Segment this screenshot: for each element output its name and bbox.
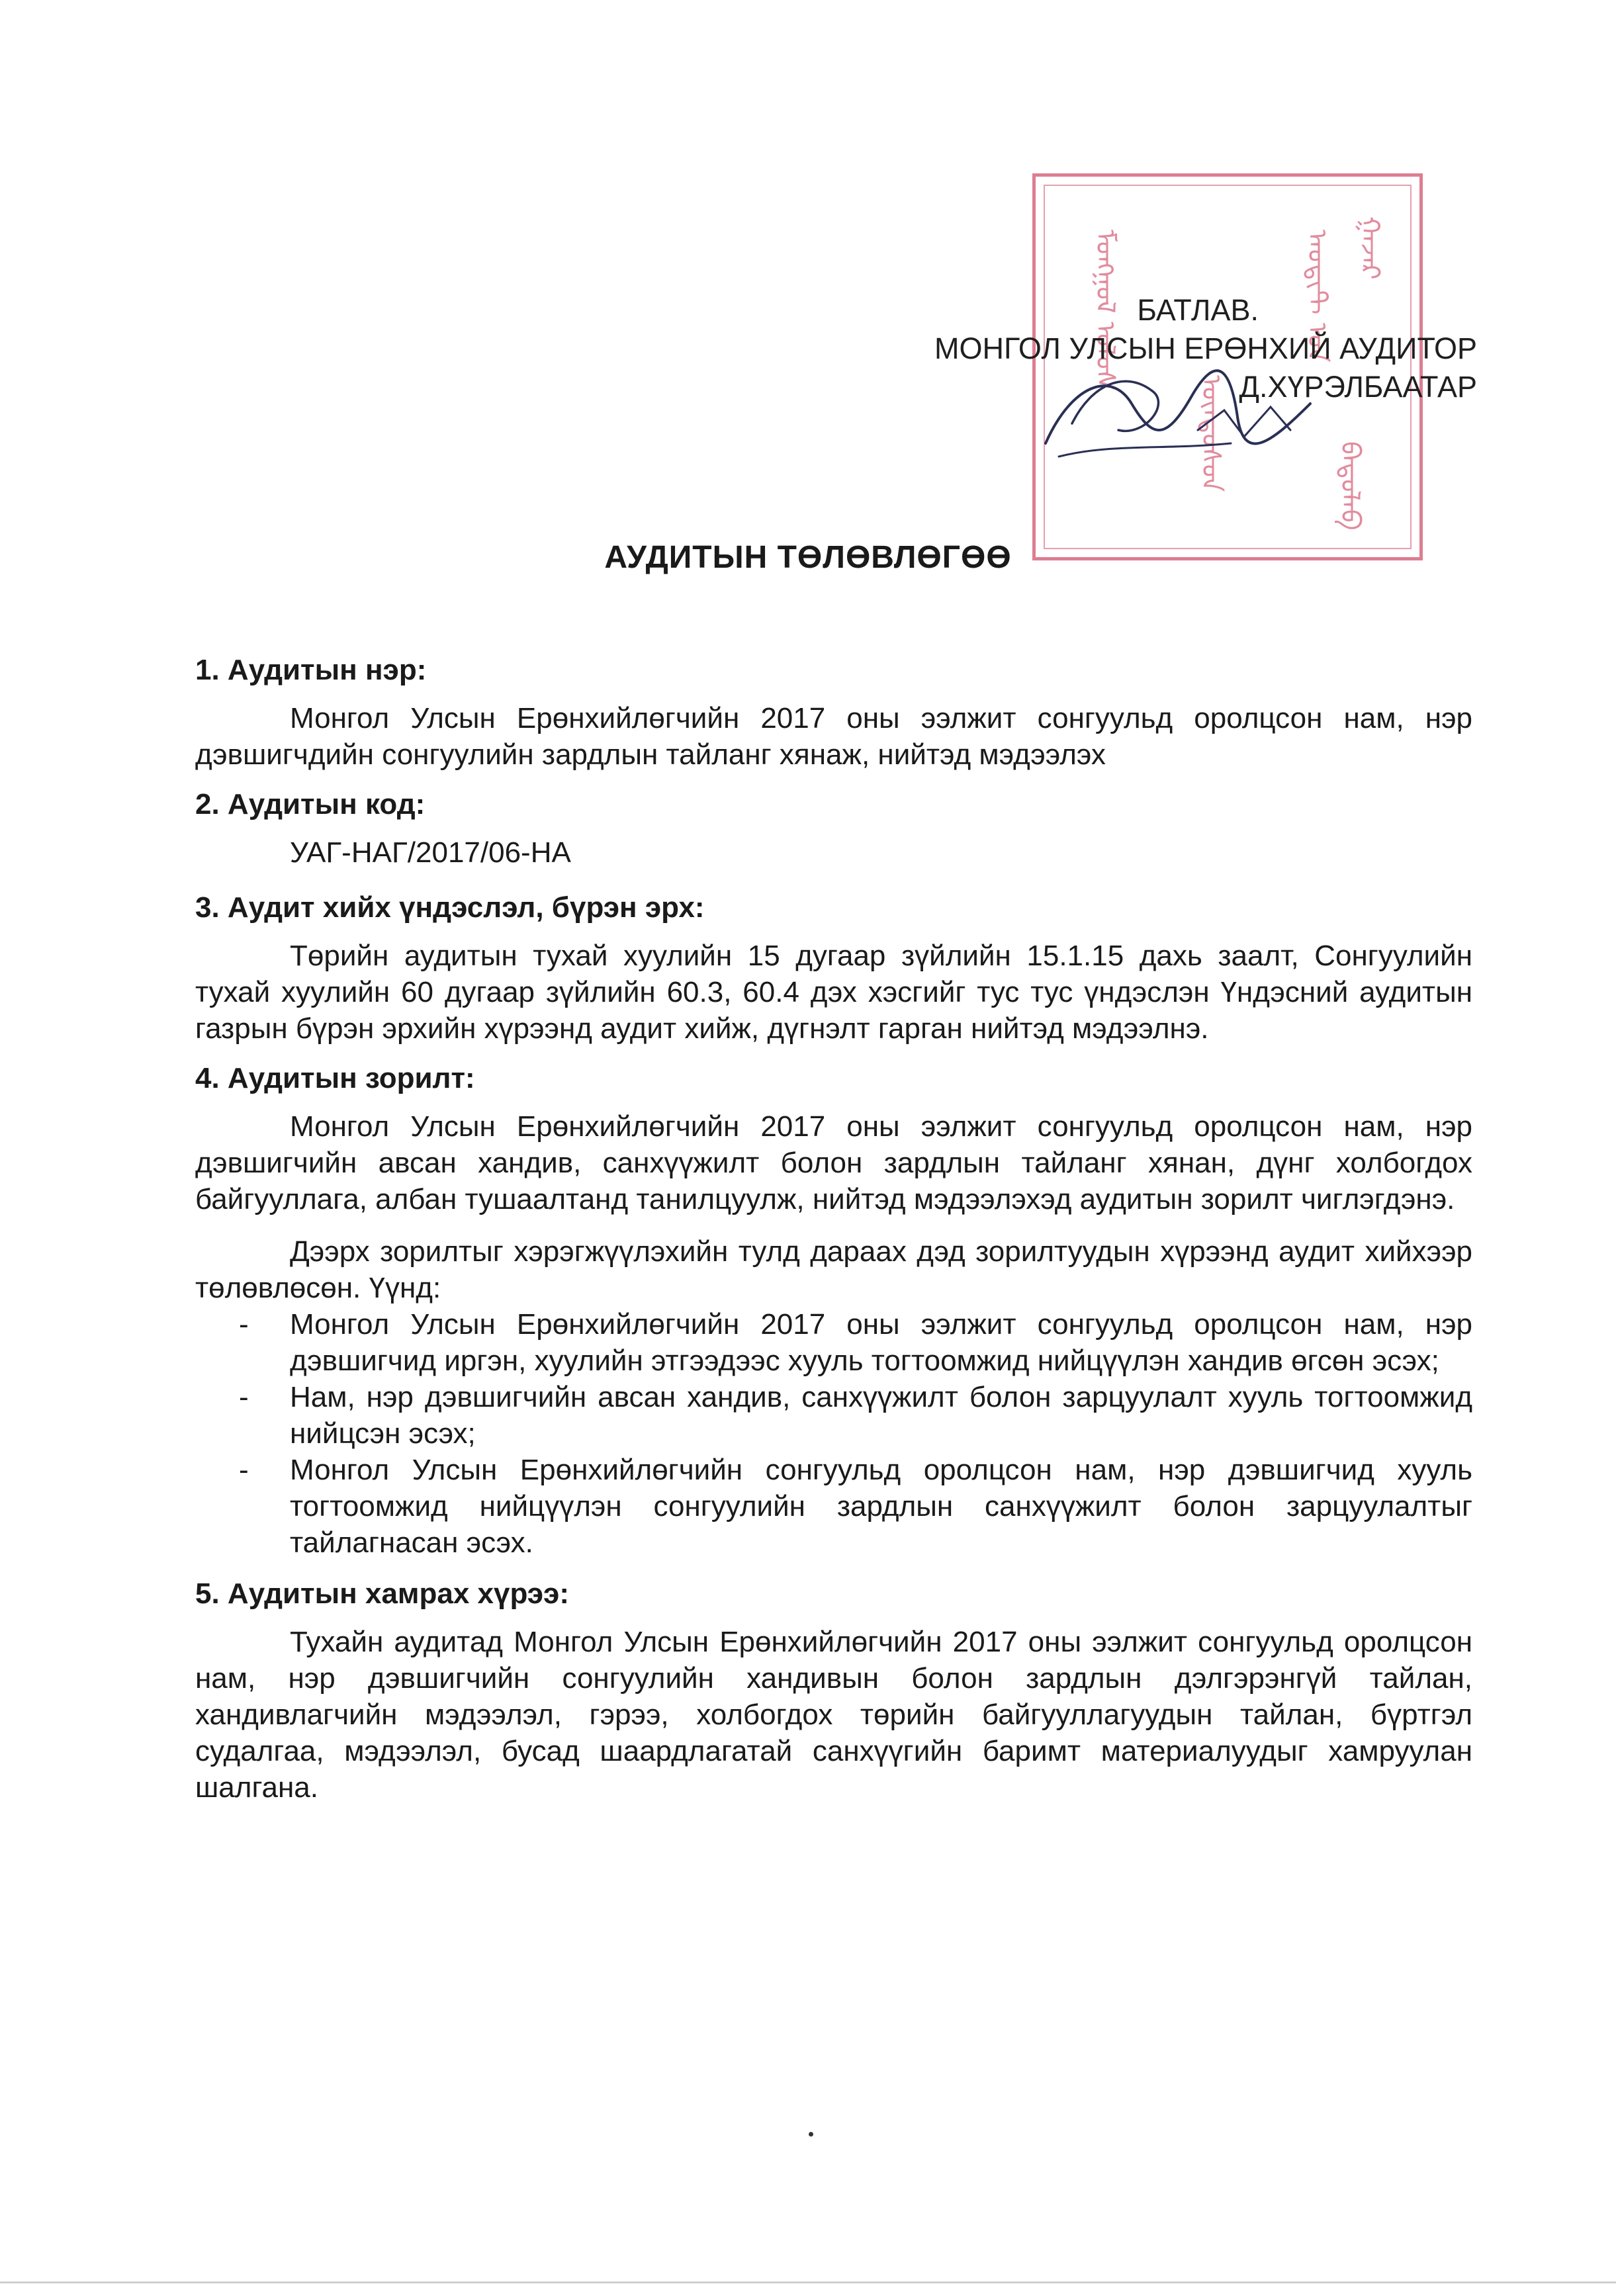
section-5-heading: 5. Аудитын хамрах хүрээ: [195, 1577, 569, 1610]
section-2-heading: 2. Аудитын код: [195, 788, 426, 820]
section-3-text: Төрийн аудитын тухай хуулийн 15 дугаар зүйлийн 15.1.15 дахь заалт, Сонгуулийн тухай хуулийн 60 дугаар зүйлийн 60.3, 60.4 дэх хэсгийг тус тус үндэслэн Үндэсний аудитын газрын бүрэн эрхийн хүрээнд аудит хийж, дүгнэлт гарган нийтэд мэдээлнэ. [195, 940, 1472, 1045]
scan-bottom-edge [0, 2281, 1616, 2283]
approval-word: БАТЛАВ. [1137, 293, 1259, 327]
section-4-text-1: Монгол Улсын Ерөнхийлөгчийн 2017 оны ээлжит сонгуульд оролцсон нам, нэр дэвшигчийн авсан хандив, санхүүжилт болон зардлын тайланг хянан, дүнг холбогдох байгууллага, албан тушаалтанд танилцуулж, нийтэд мэдээлэхэд аудитын зорилт чиглэгдэнэ. [195, 1110, 1472, 1215]
document-body [195, 652, 1472, 1819]
approval-position: МОНГОЛ УЛСЫН ЕРӨНХИЙ АУДИТОР [934, 331, 1477, 365]
stamp-mongol-script-right1: ᠠᠤᠳᠢᠲ ᠤᠨ [1302, 230, 1332, 363]
list-item-text: Нам, нэр дэвшигчийн авсан хандив, санхүүжилт болон зарцуулалт хууль тогтоомжид нийцсэн эсэх; [290, 1381, 1472, 1450]
section-5-text: Тухайн аудитад Монгол Улсын Ерөнхийлөгчийн 2017 оны ээлжит сонгуульд оролцсон нам, нэр дэвшигчийн сонгуулийн хандивын болон зардлын дэлгэрэнгүй тайлан, хандивлагчийн мэдээлэл, гэрээ, холбогдох төрийн байгууллагуудын тайлан, бүртгэл судалгаа, мэдээлэл, бусад шаардлагатай санхүүгийн баримт материалуудыг хамруулан шалгана. [195, 1626, 1472, 1804]
list-item [195, 1306, 1472, 1379]
document-title: АУДИТЫН ТӨЛӨВЛӨГӨӨ [604, 540, 1012, 575]
approval-name: Д.ХҮРЭЛБААТАР [1239, 370, 1477, 404]
list-item-text: Монгол Улсын Ерөнхийлөгчийн сонгуульд оролцсон нам, нэр дэвшигчид хууль тогтоомжид нийцүүлэн сонгуулийн зардлын санхүүжилт болон зарцуулалтыг тайлагнасан эсэх. [290, 1454, 1472, 1559]
bullet-dash: - [239, 1381, 249, 1413]
list-item [195, 1452, 1472, 1561]
list-item [195, 1379, 1472, 1452]
stamp-mongol-script-left: ᠮᠣᠩᠭᠣᠯ ᠤᠯᠤᠰ [1090, 230, 1120, 391]
stamp-mongol-script-right3: ᠪᠠᠲᠤᠯᠠᠪ [1335, 441, 1365, 531]
bullet-dash: - [239, 1454, 249, 1486]
audit-code: УАГ-НАГ/2017/06-НА [290, 836, 571, 869]
list-item-text: Монгол Улсын Ерөнхийлөгчийн 2017 оны ээлжит сонгуульд оролцсон нам, нэр дэвшигчид иргэн, хуулийн этгээдээс хууль тогтоомжид нийцүүлэн хандив өгсөн эсэх; [290, 1308, 1472, 1377]
approval-block [934, 291, 1477, 406]
section-4-text-2: Дээрх зорилтыг хэрэгжүүлэхийн тулд дараах дэд зорилтуудын хүрээнд аудит хийхээр төлөвлөсөн. Үүнд: [195, 1235, 1472, 1304]
stamp-mongol-script-right2: ᠭᠠᠵᠠᠷ [1355, 216, 1385, 280]
section-4-bullet-list [195, 1306, 1472, 1561]
bullet-dash: - [239, 1308, 249, 1341]
section-4-heading: 4. Аудитын зорилт: [195, 1062, 475, 1094]
stamp-mongol-script-mid: ᠦᠨᠳᠦᠰᠦᠨ [1196, 375, 1226, 492]
scan-dot [809, 2132, 813, 2137]
section-3-heading: 3. Аудит хийх үндэслэл, бүрэн эрх: [195, 891, 705, 924]
section-1-text: Монгол Улсын Ерөнхийлөгчийн 2017 оны ээлжит сонгуульд оролцсон нам, нэр дэвшигчдийн сонгуулийн зардлын тайланг хянаж, нийтэд мэдээлэх [195, 702, 1472, 771]
section-1-heading: 1. Аудитын нэр: [195, 654, 427, 686]
